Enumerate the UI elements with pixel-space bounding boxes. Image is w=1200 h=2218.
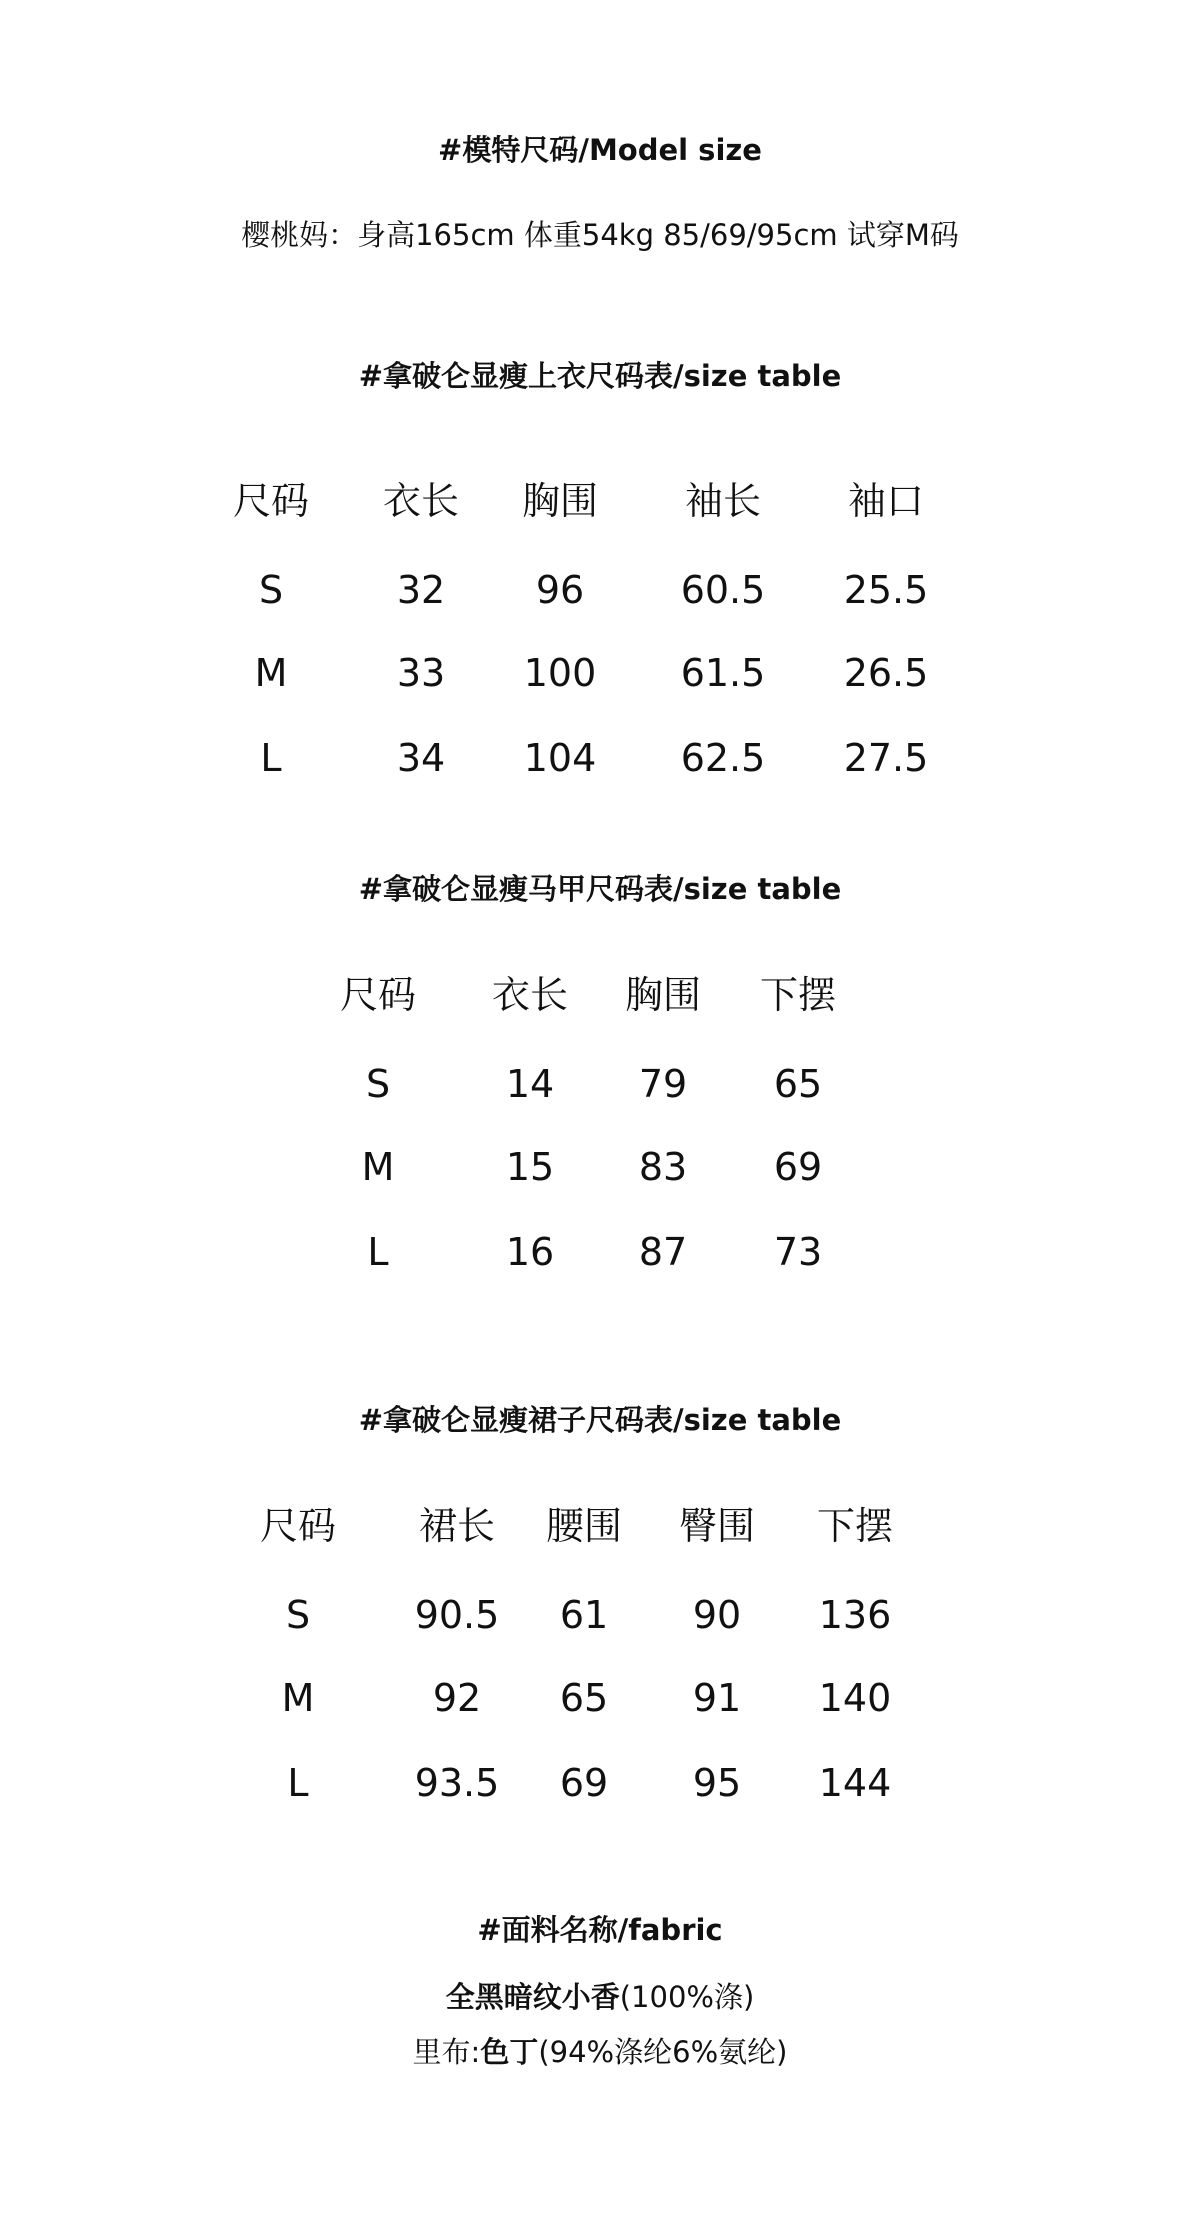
table-cell: 140 (818, 1676, 892, 1720)
table-cell: 61 (559, 1593, 609, 1637)
table-row (0, 1676, 1200, 1726)
table-cell: 65 (773, 1062, 823, 1106)
table-header-cell: 下摆 (816, 1504, 894, 1548)
table-cell: 136 (818, 1593, 892, 1637)
table-cell: 104 (523, 736, 597, 780)
table-cell: L (260, 736, 282, 780)
fabric-main (0, 1975, 1200, 2016)
table-cell: 87 (638, 1230, 688, 1274)
table-row (0, 1761, 1200, 1811)
table-cell: M (361, 1145, 395, 1189)
table-cell: 26.5 (843, 651, 929, 695)
fabric-main-name: 全黑暗纹小香 (445, 1980, 620, 2014)
table-cell: 144 (818, 1761, 892, 1805)
fabric-lining-label: 里布: (412, 2035, 481, 2069)
table-cell: 73 (773, 1230, 823, 1274)
table-header-cell: 胸围 (521, 479, 599, 523)
table-cell: 90 (692, 1593, 742, 1637)
model-size-info: 樱桃妈：身高165cm 体重54kg 85/69/95cm 试穿M码 (241, 218, 959, 252)
table-header-cell: 衣长 (491, 973, 569, 1017)
table-header-cell: 衣长 (382, 479, 460, 523)
fabric-lining (0, 2030, 1200, 2071)
table-cell: 16 (505, 1230, 555, 1274)
table-cell: 27.5 (843, 736, 929, 780)
fabric-heading: #面料名称/fabric (477, 1913, 723, 1947)
table-header-cell: 尺码 (339, 973, 417, 1017)
table-cell: 91 (692, 1676, 742, 1720)
table-cell: 79 (638, 1062, 688, 1106)
table-cell: 69 (559, 1761, 609, 1805)
table-cell: 100 (523, 651, 597, 695)
table-cell: 65 (559, 1676, 609, 1720)
table-cell: 34 (396, 736, 446, 780)
table-row (0, 651, 1200, 701)
table-row (0, 1062, 1200, 1112)
table-header-row (0, 964, 1200, 1017)
table-cell: 83 (638, 1145, 688, 1189)
fabric-lining-detail: (94%涤纶6%氨纶) (538, 2035, 788, 2069)
table-header-row (0, 1495, 1200, 1548)
table-header-cell: 尺码 (259, 1504, 337, 1548)
table-row (0, 1145, 1200, 1195)
table-header-cell: 腰围 (545, 1504, 623, 1548)
table-header-cell: 袖口 (847, 479, 925, 523)
table-cell: 93.5 (414, 1761, 500, 1805)
table-header-cell: 尺码 (232, 479, 310, 523)
fabric-lining-name: 色丁 (480, 2035, 539, 2069)
table-header-cell: 下摆 (759, 973, 837, 1017)
table-row (0, 1593, 1200, 1643)
top-table-heading: #拿破仑显瘦上衣尺码表/size table (358, 359, 842, 393)
table-cell: 61.5 (680, 651, 766, 695)
table-cell: 15 (505, 1145, 555, 1189)
table-cell: M (254, 651, 288, 695)
table-row (0, 736, 1200, 786)
table-cell: 95 (692, 1761, 742, 1805)
table-cell: 33 (396, 651, 446, 695)
table-cell: 96 (535, 568, 585, 612)
table-header-row (0, 470, 1200, 523)
table-header-cell: 臀围 (678, 1504, 756, 1548)
vest-table-heading: #拿破仑显瘦马甲尺码表/size table (358, 872, 842, 906)
table-row (0, 1230, 1200, 1280)
table-cell: 32 (396, 568, 446, 612)
skirt-table-heading: #拿破仑显瘦裙子尺码表/size table (358, 1403, 842, 1437)
table-cell: L (367, 1230, 389, 1274)
table-cell: 69 (773, 1145, 823, 1189)
table-cell: S (258, 568, 284, 612)
table-cell: 62.5 (680, 736, 766, 780)
table-header-cell: 胸围 (624, 973, 702, 1017)
table-cell: L (287, 1761, 309, 1805)
table-cell: 25.5 (843, 568, 929, 612)
table-cell: 92 (432, 1676, 482, 1720)
table-header-cell: 袖长 (684, 479, 762, 523)
table-header-cell: 裙长 (418, 1504, 496, 1548)
table-cell: S (285, 1593, 311, 1637)
fabric-main-detail: (100%涤) (619, 1980, 755, 2014)
table-cell: M (281, 1676, 315, 1720)
table-cell: 14 (505, 1062, 555, 1106)
table-cell: S (365, 1062, 391, 1106)
table-cell: 90.5 (414, 1593, 500, 1637)
table-row (0, 568, 1200, 618)
table-cell: 60.5 (680, 568, 766, 612)
model-size-heading: #模特尺码/Model size (438, 133, 762, 167)
